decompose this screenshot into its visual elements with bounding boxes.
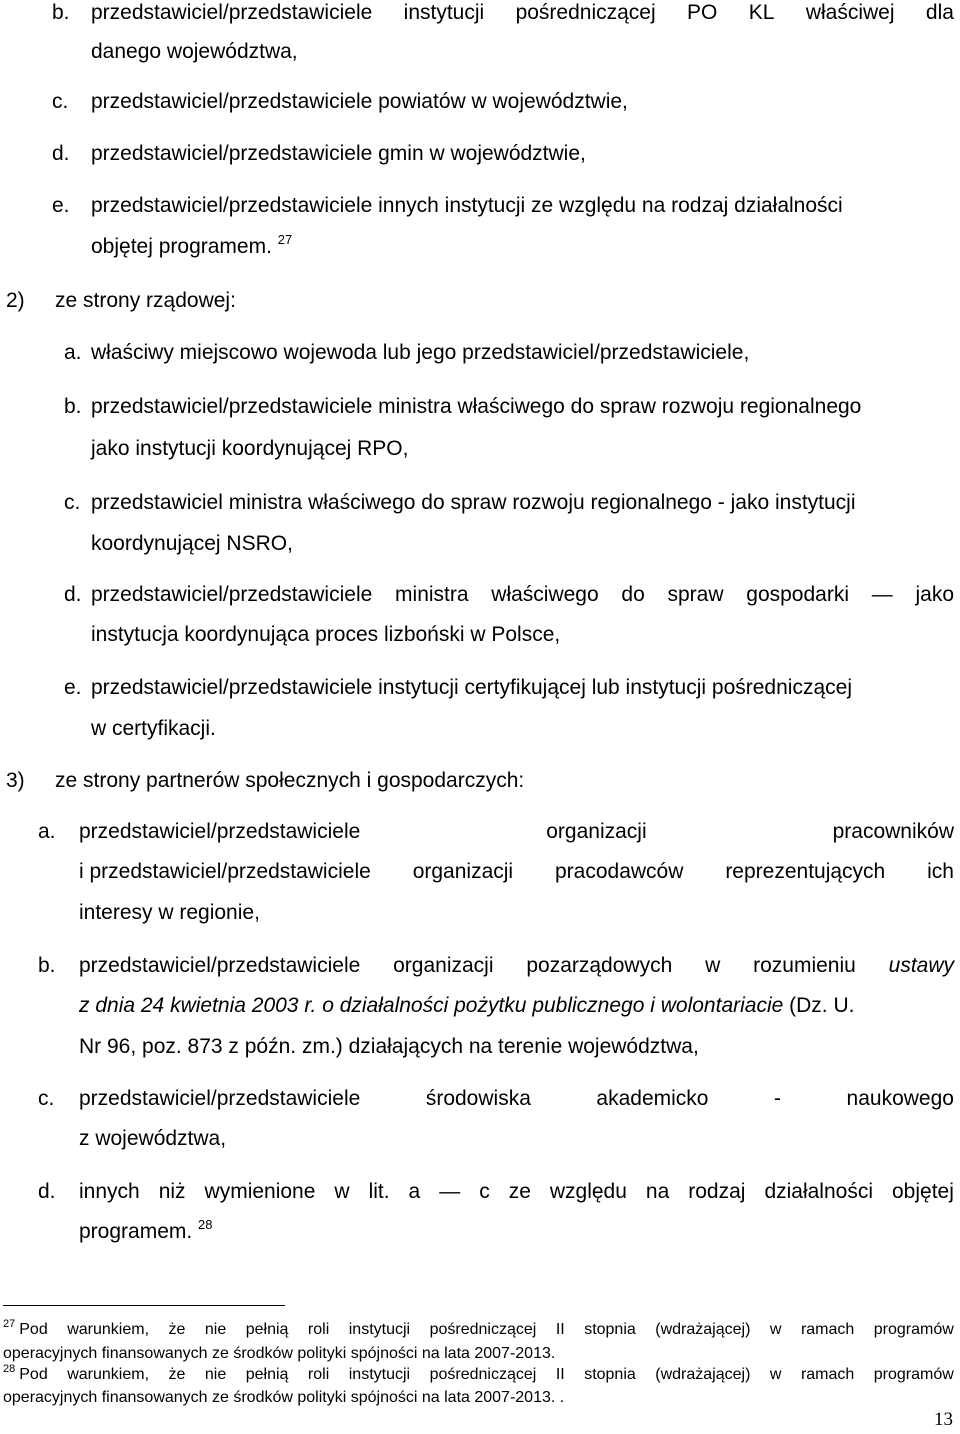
word: pracodawców [555,860,684,883]
list-item-text: organizacji [393,954,494,977]
list-item-text: przedstawiciel ministra właściwego do spraw rozwoju regionalnego - jako instytucji [91,491,856,514]
word: w [769,1321,782,1338]
list-item-text [79,953,954,979]
list-marker: c. [38,1087,55,1110]
word: że [168,1321,186,1338]
list-marker: e. [52,194,70,217]
word: II [555,1321,565,1338]
word: reprezentujących [725,860,886,883]
word: Pod [19,1366,48,1383]
word: (wdrażającej) [655,1366,751,1383]
list-item-text: z województwa, [79,1127,227,1150]
word: działalności [764,1180,873,1203]
word: KL [748,1,775,24]
word: innych [79,1180,140,1203]
list-item-text [91,234,292,260]
word: instytucji [348,1366,411,1383]
word: - [774,1087,781,1110]
list-item-text [79,1219,213,1245]
word: właściwego [491,583,599,606]
word: (wdrażającej) [655,1321,751,1338]
list-item-text [79,993,854,1019]
word: ramach [800,1366,855,1383]
word: właściwej [805,1,895,24]
list-item-text [91,582,954,608]
list-marker: c. [52,90,69,113]
word: organizacji [546,820,647,843]
word: do [621,583,645,606]
list-marker: b. [64,395,82,418]
word: niż [158,1180,186,1203]
word: dla [925,1,954,24]
word: Pod [19,1321,48,1338]
word: warunkiem, [67,1366,150,1383]
list-item-text: (Dz. U. [783,994,855,1017]
act-title: z dnia 24 kwietnia 2003 r. o działalności pożytku publicznego i wolontariacie [79,994,784,1017]
word: stopnia [584,1366,636,1383]
word: wymienione [204,1180,316,1203]
word: pełnią [245,1321,289,1338]
word: w [769,1366,782,1383]
word: jako [915,583,954,606]
word: instytucji [348,1321,411,1338]
word: przedstawiciel/przedstawiciele [79,820,361,843]
footnote-line: operacyjnych finansowanych ze środków polityki spójności na lata 2007-2013. [3,1345,556,1362]
word: roli [307,1321,330,1338]
list-item-text: przedstawiciel/przedstawiciele ministra właściwego do spraw rozwoju regionalnego [91,395,862,418]
footnote-number: 28 [3,1363,16,1375]
list-item-text: w certyfikacji. [91,717,216,740]
list-marker: c. [64,491,81,514]
list-marker: d. [64,583,82,606]
list-item-text: właściwy miejscowo wojewoda lub jego przedstawiciel/przedstawiciele, [91,341,750,364]
word: roli [307,1366,330,1383]
word: lit. [368,1180,390,1203]
footnote-lead [3,1320,48,1340]
word: organizacji [412,860,514,883]
word: II [555,1366,565,1383]
word: gospodarki [746,583,849,606]
list-item-text: przedstawiciel/przedstawiciele powiatów w województwie, [91,90,628,113]
section-heading: ze strony partnerów społecznych i gospodarczych: [55,769,525,792]
word: spraw [667,583,724,606]
word: ministra [395,583,469,606]
list-item-text: jako instytucji koordynującej RPO, [91,437,409,460]
word: środowiska [425,1087,531,1110]
list-item-text: danego województwa, [91,40,298,63]
word: ramach [800,1321,855,1338]
section-number: 3) [6,769,25,792]
footnote-line [3,1365,954,1385]
word: pracowników [832,820,954,843]
word: — [871,583,893,606]
list-marker: d. [38,1180,56,1203]
word: programów [873,1366,954,1383]
word: i przedstawiciel/przedstawiciele [79,860,371,883]
word: pośredniczącej [429,1366,537,1383]
list-item-text [79,819,954,845]
footnote-lead [3,1365,48,1385]
word: naukowego [846,1087,954,1110]
list-item-text: koordynującej NSRO, [91,532,293,555]
word: nie [204,1366,227,1383]
list-item-text: w [705,954,721,977]
word: w [334,1180,350,1203]
list-item-text [79,859,954,885]
word: przedstawiciel/przedstawiciele [79,1087,361,1110]
footnote-line [3,1320,954,1340]
list-item-text: przedstawiciel/przedstawiciele innych instytucji ze względu na rodzaj działalności [91,194,843,217]
act-title: ustawy [888,954,954,977]
word: że [168,1366,186,1383]
list-item-text: Nr 96, poz. 873 z późn. zm.) działających na terenie województwa, [79,1035,699,1058]
list-item-text: interesy w regionie, [79,901,260,924]
word: objętej [891,1180,954,1203]
word: c [479,1180,490,1203]
list-marker: d. [52,142,70,165]
list-item-text: objętej programem. [91,235,272,258]
list-item-text: przedstawiciel/przedstawiciele gmin w województwie, [91,142,586,165]
word: warunkiem, [67,1321,150,1338]
list-marker: a. [64,341,82,364]
word: na [645,1180,670,1203]
list-marker: b. [38,954,56,977]
word: — [439,1180,461,1203]
list-item-text: przedstawiciel/przedstawiciele [79,954,361,977]
word: przedstawiciel/przedstawiciele [91,583,373,606]
list-item-text: rozumieniu [753,954,856,977]
section-number: 2) [6,289,25,312]
word: pełnią [245,1366,289,1383]
word: stopnia [584,1321,636,1338]
word: ze [508,1180,531,1203]
list-item-text: programem. [79,1220,193,1243]
footnote-separator [3,1305,285,1306]
list-item-text: przedstawiciel/przedstawiciele instytucji certyfikującej lub instytucji pośredniczącej [91,676,852,699]
word: rodzaj [688,1180,746,1203]
word: przedstawiciel/przedstawiciele [91,1,373,24]
word: a [408,1180,421,1203]
list-item-text [79,1086,954,1112]
word: nie [204,1321,227,1338]
word: pośredniczącej [429,1321,537,1338]
word: pośredniczącej [515,1,656,24]
word: względu [549,1180,627,1203]
footnote-ref: 28 [198,1217,213,1232]
list-item-text [91,0,954,26]
footnote-line: operacyjnych finansowanych ze środków polityki spójności na lata 2007-2013. . [3,1389,565,1406]
section-heading: ze strony rządowej: [55,289,236,312]
list-item-text: pozarządowych [526,954,673,977]
word: PO [687,1,718,24]
word: instytucji [403,1,485,24]
page-number: 13 [934,1409,953,1430]
word: programów [873,1321,954,1338]
footnote-number: 27 [3,1318,16,1330]
list-item-text: instytucja koordynująca proces lizboński w Polsce, [91,623,561,646]
word: ich [927,860,954,883]
list-marker: b. [52,1,70,24]
list-marker: e. [64,676,82,699]
list-marker: a. [38,820,56,843]
word: akademicko [596,1087,709,1110]
list-item-text [79,1179,954,1205]
footnote-ref: 27 [277,232,293,247]
